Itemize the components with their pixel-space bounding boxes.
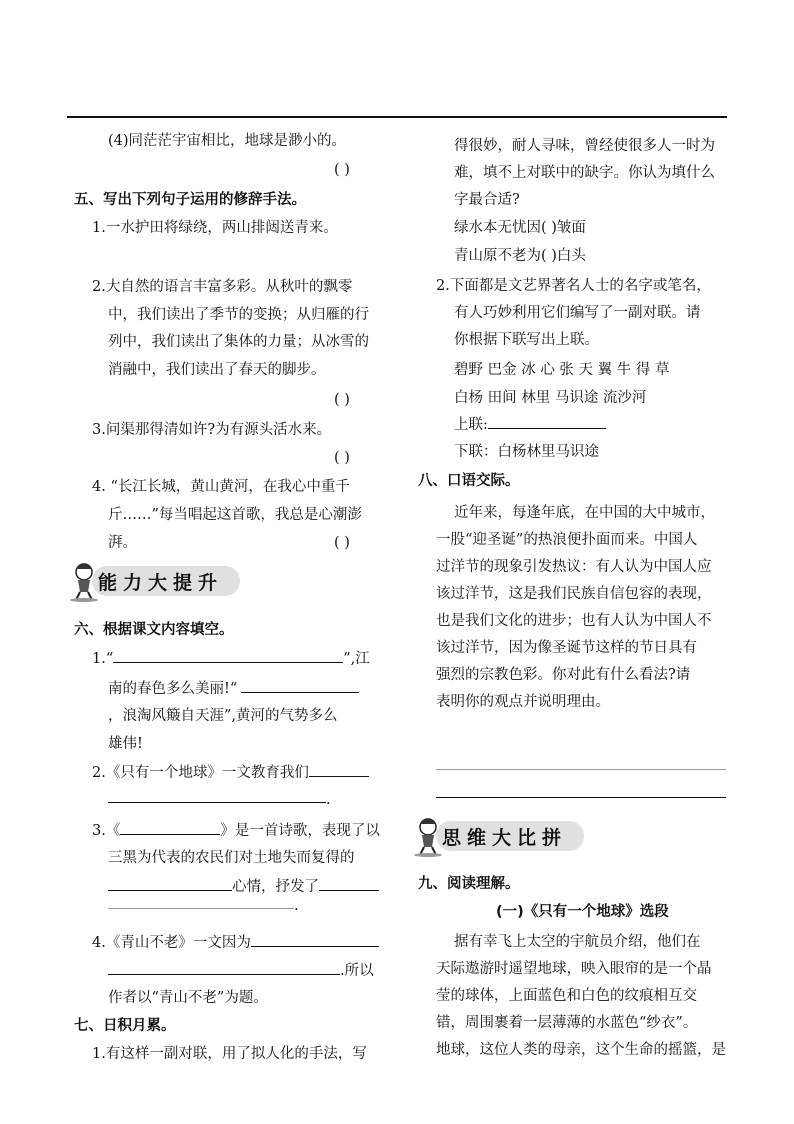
sec7-item-2-line3: 你根据下联写出上联。 [454,332,599,348]
reading-line: 莹的球体，上面蓝色和白色的纹痕相互交 [436,988,697,1004]
paragraph-line: 强烈的宗教色彩。你对此有什么看法?请 [436,667,691,683]
blank-line[interactable] [319,876,379,891]
sec5-item-3: 3.问渠那得清如许?为有源头活水来。 [92,422,332,438]
text-fragment: 》是一首诗歌，表现了以 [220,823,380,839]
blank-line[interactable] [120,820,220,835]
section-5-title: 五、写出下列句子运用的修辞手法。 [74,192,306,208]
lower-couplet-line: 下联：白杨林里马识途 [454,444,599,460]
sec6-item-2-line1 [92,762,369,783]
paragraph-line: 表明你的观点并说明理由。 [436,694,610,710]
sec6-item-3-line2: 三黑为代表的农民们对土地失而复得的 [108,850,355,866]
sec5-item-2-line3: 列中，我们读出了集体的力量；从冰雪的 [108,334,369,350]
sec6-item-3-line1 [92,820,380,841]
sec7-item-1-line1: 1.有这样一副对联，用了拟人化的手法，写 [92,1046,367,1062]
sec7-item-2-line2: 有人巧妙利用它们编写了一副对联。请 [454,305,701,321]
paragraph-line: 一股“迎圣诞”的热浪便扑面而来。中国人 [436,532,698,548]
blank-line[interactable] [108,802,326,803]
paragraph-line: 近年来，每逢年底，在中国的大中城市， [454,505,715,521]
text-fragment: 南的春色多么美丽!“ [108,681,238,697]
reading-line: 地球，这位人类的母亲，这个生命的摇篮，是 [436,1042,726,1058]
answer-paren: ( ) [334,535,350,551]
names-row-2: 白杨 田间 林里 马识途 流沙河 [454,390,647,406]
reading-line: 据有幸飞上太空的宇航员介绍，他们在 [454,934,701,950]
sec5-item-4-line1: 4. “长江长城，黄山黄河，在我心中重千 [92,479,350,495]
blank-line[interactable] [108,960,340,975]
blank-line[interactable] [241,678,359,693]
section-banner-thinking [410,815,594,857]
answer-line[interactable] [436,769,726,770]
sec5-item-2-line4: 消融中，我们读出了春天的脚步。 [108,362,326,378]
q4-item: (4)同茫茫宇宙相比，地球是渺小的。 [108,133,347,149]
answer-paren: ( ) [334,162,350,178]
paragraph-line: 也是我们文化的进步；也有人认为中国人不 [436,613,712,629]
text-fragment: ”,江 [343,651,370,667]
couplet-line-2: 青山原不老为( )白头 [454,248,586,264]
text-fragment: 1.“ [92,651,114,667]
top-rule [67,116,727,118]
sec6-item-3-line3 [108,876,379,897]
section-banner-ability [66,560,250,602]
paragraph-line: 该过洋节，因为像圣诞节这样的节日具有 [436,640,697,656]
sec5-item-1: 1.一水护田将绿绕，两山排闼送青来。 [92,220,338,236]
sec5-item-2-line1: 2.大自然的语言丰富多彩。从秋叶的飘零 [92,279,353,295]
names-row-1: 碧野 巴金 冰 心 张 天 翼 牛 得 草 [454,362,670,378]
text-fragment: 上联: [454,417,488,433]
sec5-item-4-line3: 湃。 [108,535,137,551]
blank-line[interactable] [108,876,232,891]
reading-subtitle: (一)《只有一个地球》选段 [496,904,669,920]
paragraph-line: 该过洋节，这是我们民族自信包容的表现， [436,586,712,602]
banner-title: 能力大提升 [98,572,224,594]
text-fragment: 2.《只有一个地球》一文教育我们 [92,765,309,781]
sec7-item-2-line1: 2.下面都是文艺界著名人士的名字或笔名， [436,278,711,294]
couplet-line-1: 绿水本无忧因( )皱面 [454,220,586,236]
couplet-text-line: 得很妙，耐人寻味，曾经使很多人一时为 [454,138,715,154]
upper-couplet-line [454,414,606,435]
answer-paren: ( ) [334,392,350,408]
answer-line[interactable] [436,797,726,798]
sec5-item-4-line2: 斤……”每当唱起这首歌，我总是心潮澎 [108,507,362,523]
couplet-text-line: 字最合适? [454,192,520,208]
sec6-item-1-line4: 雄伟! [108,736,143,752]
blank-line[interactable] [488,414,606,429]
reading-line: 错，周围裹着一层薄薄的水蓝色“纱衣”。 [436,1015,698,1031]
banner-title: 思维大比拼 [442,827,568,849]
period: . [326,792,331,808]
blank-line[interactable] [113,648,343,663]
paragraph-line: 过洋节的现象引发热议：有人认为中国人应 [436,559,712,575]
answer-paren: ( ) [334,450,350,466]
blank-line[interactable] [108,908,294,909]
sec5-item-2-line2: 中，我们读出了季节的变换；从归雁的行 [108,307,369,323]
text-fragment: 4.《青山不老》一文因为 [92,935,251,951]
blank-line[interactable] [309,762,369,777]
period: . [294,898,299,914]
sec6-item-1-line2 [108,678,359,699]
sec6-item-1-line3: ，浪淘风簸自天涯”,黄河的气势多么 [108,708,338,724]
text-fragment: .所以 [340,963,374,979]
reading-line: 天际遨游时遥望地球，映入眼帘的是一个晶 [436,961,712,977]
section-6-title: 六、根据课文内容填空。 [74,622,234,638]
couplet-text-line: 难，填不上对联中的缺字。你认为填什么 [454,165,715,181]
sec6-item-4-line2 [108,960,374,981]
text-fragment: 心情，抒发了 [232,879,319,895]
text-fragment: 3.《 [92,823,121,839]
sec6-item-4-line3: 作者以“青山不老”为题。 [108,990,268,1006]
sec6-item-1-line1 [92,648,370,669]
sec6-item-4-line1 [92,932,379,953]
section-9-title: 九、阅读理解。 [418,876,520,892]
blank-line[interactable] [251,932,379,947]
section-8-title: 八、口语交际。 [418,473,520,489]
section-7-title: 七、日积月累。 [74,1018,176,1034]
